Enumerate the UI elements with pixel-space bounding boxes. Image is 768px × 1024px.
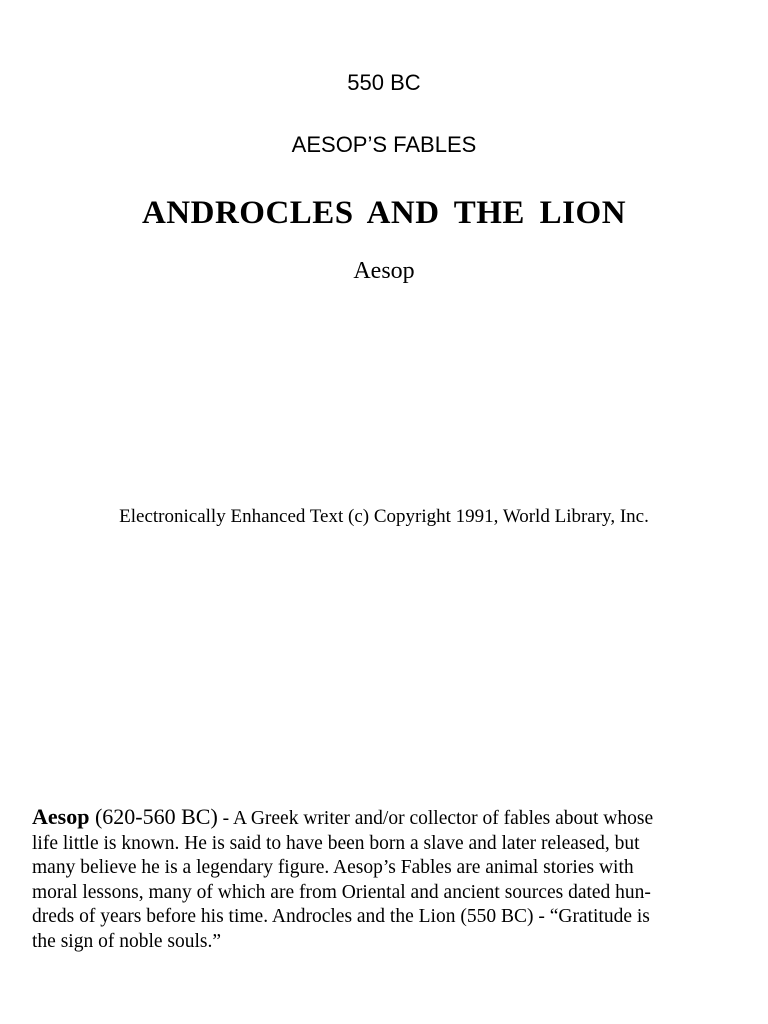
bio-line-1-text: - A Greek writer and/or collector of fables about whose bbox=[217, 808, 654, 829]
bio-author-name: Aesop bbox=[32, 804, 90, 829]
document-title: ANDROCLES AND THE LION bbox=[141, 195, 627, 231]
bio-line-6: the sign of noble souls.” bbox=[32, 930, 222, 952]
bio-line-4: moral lessons, many of which are from Oriental and ancient sources dated hun- bbox=[32, 881, 651, 903]
author-biography bbox=[32, 805, 737, 955]
copyright-notice: Electronically Enhanced Text (c) Copyright 1991, World Library, Inc. bbox=[119, 506, 649, 527]
bio-line-5: dreds of years before his time. Androcles and the Lion (550 BC) - “Gratitude is bbox=[32, 906, 650, 928]
bio-line-1 bbox=[32, 805, 737, 832]
author-name: Aesop bbox=[353, 258, 415, 284]
bio-line-2: life little is known. He is said to have been born a slave and later released, but bbox=[32, 832, 640, 854]
series-title: AESOP’S FABLES bbox=[291, 132, 477, 157]
bio-line-3: many believe he is a legendary figure. Aesop’s Fables are animal stories with bbox=[32, 857, 634, 879]
era-label: 550 BC bbox=[347, 70, 421, 95]
bio-author-dates: (620-560 BC) bbox=[89, 804, 218, 829]
